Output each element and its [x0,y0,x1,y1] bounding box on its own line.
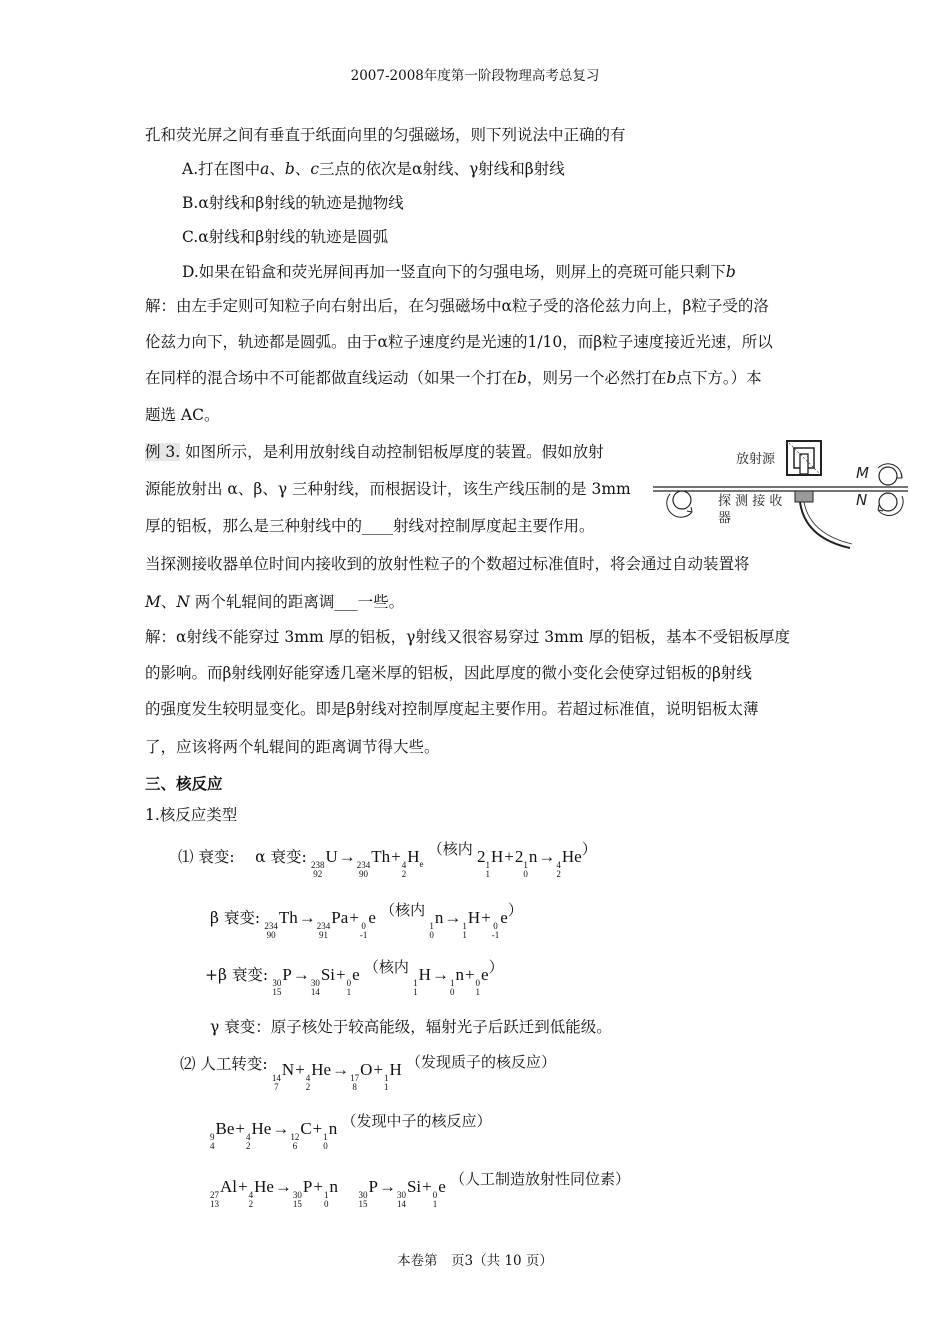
plus: + [235,1119,245,1138]
nuclide-be9: 9 4 Be [210,1119,235,1151]
nuclide-si30: 30 14 Si [396,1177,422,1209]
arrow: → [378,1177,396,1196]
solution-text: 点下方。）本 [676,369,762,387]
left-roller [667,491,692,517]
equation-label: ⑴ 衰变: α 衰变: [178,848,307,866]
nuclide-n1: 1 0 n [323,1119,338,1151]
nuclide-c12: 12 6 C [290,1119,312,1151]
plus: + [295,1060,305,1079]
solution-line: 解：由左手定则可知粒子向右射出后，在匀强磁场中α粒子受的洛伦兹力向上，β粒子受的洛 [145,297,769,315]
plus: + [349,908,359,927]
roller-n-label: N [856,491,868,509]
example-3-line: 厚的铝板，那么是三种射线中的____射线对控制厚度起主要作用。 [145,517,595,535]
nuclide-h1: 1 1 H [413,965,431,997]
source-label: 放射源 [736,452,776,467]
arrow: → [272,1119,290,1138]
solution-line: 解：α射线不能穿过 3mm 厚的铝板，γ射线又很容易穿过 3mm 厚的铝板，基本不受铝板厚度 [145,628,790,646]
plus: + [504,847,514,866]
nuclide-he4: 4 2 $H_e$ [401,847,424,879]
nuclide-n1: 1 0 n [523,847,538,879]
option-c: C.α射线和β射线的轨迹是圆弧 [182,228,389,246]
point-b: b [666,369,677,387]
example-label: 例 3. [145,443,181,461]
plus: + [373,1060,383,1079]
plus: + [422,1177,432,1196]
example-3-line: 源能放射出 α、β、γ 三种射线，而根据设计，该生产线压制的是 3mm [145,480,631,498]
coefficient: 2 [514,847,524,866]
point-b: b [284,160,295,178]
solution-line: 了，应该将两个轧辊间的距离调节得大些。 [145,738,440,756]
plus: + [481,908,491,927]
nuclide-u238: 238 92 U [310,847,338,879]
separator: 、 [294,160,311,178]
option-a-rest: 三点的依次是α射线、γ射线和β射线 [319,160,565,178]
nuclide-h1: 1 1 H [462,908,481,940]
nuclide-he4: 4 2 He [305,1060,332,1092]
example-3-line: 当探测接收器单位时间内接收到的放射性粒子的个数超过标准值时，将会通过自动装置将 [145,555,750,573]
equation-label: +β 衰变: [205,966,269,984]
option-d [182,264,736,281]
paragraph-line: 孔和荧光屏之间有垂直于纸面向里的匀强磁场，则下列说法中正确的有 [145,126,626,144]
page-header: 2007-2008年度第一阶段物理高考总复习 [350,68,600,84]
nuclide-pa234: 234 91 Pa [316,908,349,940]
nuclide-h1: 1 1 H [383,1060,402,1092]
positron: 0 1 e [432,1177,446,1209]
solution-line: 题选 AC。 [145,406,220,424]
equation-note: ） [507,901,523,919]
solution-line: 的强度发生较明显变化。即是β射线对控制厚度起主要作用。若超过标准值，说明铝板太薄 [145,700,759,718]
solution-text: 在同样的混合场中不可能都做直线运动（如果一个打在 [145,369,518,387]
radiation-source-box [787,441,821,475]
beta-plus-decay-equation [205,958,504,997]
arrow: → [332,1060,350,1079]
example-3-line [145,444,604,461]
arrow: → [298,908,316,927]
plus: + [238,1177,248,1196]
option-b: B.α射线和β射线的轨迹是抛物线 [182,194,404,212]
equation-note: ） [488,958,504,976]
equation-note: （发现质子的核反应） [406,1053,557,1071]
option-d-text: D.如果在铅盒和荧光屏间再加一竖直向下的匀强电场，则屏上的亮斑可能只剩下 [182,263,726,281]
arrow: → [431,965,449,984]
nuclide-th234: 234 90 Th [264,908,298,940]
roller-m [878,464,902,485]
detector [795,491,852,548]
solution-line: 伦兹力向下，轨迹都是圆弧。由于α粒子速度约是光速的1/10，而β粒子速度接近光速，所以 [145,333,773,351]
plus: + [313,1177,323,1196]
subsection-heading: 1.核反应类型 [145,806,238,824]
plus: + [391,847,401,866]
nuclide-he4: 4 2 He [245,1119,272,1151]
nuclide-n1: 1 0 n [323,1177,338,1209]
nuclide-al27: 27 13 Al [210,1177,237,1209]
roller-n-ref: N [176,593,190,611]
nuclide-n1: 1 0 n [449,965,464,997]
separator: 、 [160,593,177,611]
equation-note: （核内 [427,840,473,858]
nuclide-o17: 17 8 O [350,1060,373,1092]
page-footer: 本卷第 页3（共 10 页） [397,1253,553,1269]
nuclide-th234: 234 90 Th [356,847,391,879]
option-a [182,161,565,178]
option-a-text: A.打在图中 [182,160,261,178]
point-c: c [310,160,320,178]
detector-label: 器 [718,511,732,526]
equation-label: ⑵ 人工转变: [180,1055,268,1073]
arrow: → [444,908,462,927]
example-text: 两个轧辊间的距离调___一些。 [189,593,405,611]
electron: 0 -1 e [491,908,508,940]
point-a: a [260,160,270,178]
nuclide-p30: 30 15 P [292,1177,313,1209]
aluminium-sheet [653,487,908,491]
equation-note: （核内 [363,958,409,976]
roller-m-ref: M [145,593,161,611]
detector-label: 探 测 接 收 [718,494,783,509]
coefficient: 2 [477,847,486,866]
nuclide-h1: 1 1 H [485,847,504,879]
beta-decay-equation [210,901,523,940]
electron: 0 -1 e [359,908,376,940]
arrow: → [292,965,310,984]
alpha-decay-equation [178,840,597,879]
separator: 、 [269,160,285,178]
arrow: → [538,847,556,866]
artificial-transmutation-1 [180,1053,557,1092]
arrow: → [338,847,356,866]
solution-line [145,370,762,387]
section-heading: 三、核反应 [145,774,223,793]
point-b: b [725,263,736,281]
nuclide-he4: 4 2 He [556,847,582,879]
equation-note: ） [581,840,597,858]
positron: 0 1 e [475,965,489,997]
plus: + [336,965,346,984]
nuclide-si30: 30 14 Si [310,965,336,997]
arrow: → [274,1177,292,1196]
plus: + [464,965,475,984]
nuclide-n1: 1 0 n [429,908,444,940]
point-b: b [517,369,527,387]
equation-note: （核内 [380,901,426,919]
example-3-line [145,594,404,611]
thickness-control-diagram [650,438,910,558]
example-text: 如图所示，是利用放射线自动控制铝板厚度的装置。假如放射 [180,443,604,461]
artificial-transmutation-3 [210,1170,631,1209]
positron: 0 1 e [346,965,360,997]
nuclide-p30: 30 15 P [358,1177,378,1209]
equation-note: （发现中子的核反应） [341,1112,492,1130]
equation-note: （人工制造放射性同位素） [450,1170,631,1188]
gamma-decay-text: γ 衰变：原子核处于较高能级，辐射光子后跃迁到低能级。 [210,1018,612,1036]
artificial-transmutation-2 [210,1112,492,1151]
equation-label: β 衰变: [210,909,261,927]
nuclide-he4: 4 2 He [248,1177,274,1209]
nuclide-p30: 30 15 P [272,965,292,997]
roller-n [878,493,903,516]
plus: + [312,1119,323,1138]
solution-text: ，则另一个必然打在 [526,369,667,387]
solution-line: 的影响。而β射线刚好能穿透几毫米厚的铝板，因此厚度的微小变化会使穿过铝板的β射线 [145,664,752,682]
nuclide-n14: 14 7 N [271,1060,295,1092]
roller-m-label: M [856,464,869,482]
